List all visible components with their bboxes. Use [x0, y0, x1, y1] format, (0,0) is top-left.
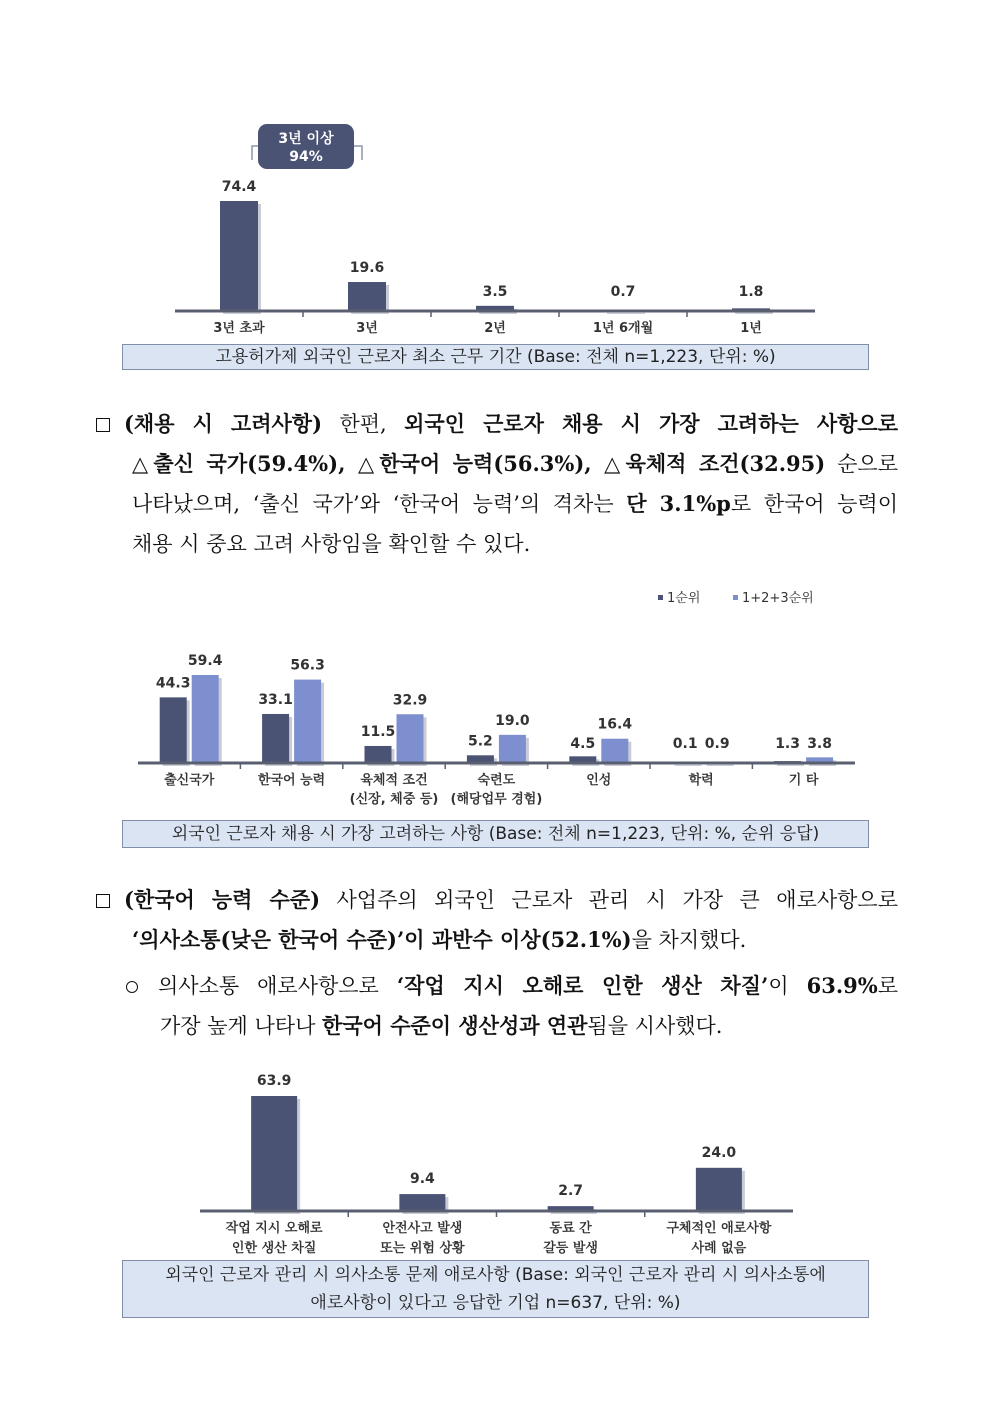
c3-bar: [399, 1194, 445, 1211]
c3-caption-line1: 외국인 근로자 관리 시 의사소통 문제 애로사항 (Base: 외국인 근로자 관리 시 의사소통에: [165, 1265, 826, 1285]
c1-value-label: 3.5: [482, 284, 508, 300]
c3-caption-line2: 애로사항이 있다고 응답한 기업 n=637, 단위: %): [310, 1293, 681, 1313]
c2-value-label-rank1: 5.2: [467, 733, 493, 750]
korean-level-paragraph: (한국어 능력 수준) 사업주의 외국인 근로자 관리 시 가장 큰 애로사항으로 ‘의사소통(낮은 한국어 수준)’이 과반수 이상(52.1%)을 차지했다.: [96, 880, 898, 960]
hiring-considerations-paragraph: (채용 시 고려사항) 한편, 외국인 근로자 채용 시 가장 고려하는 사항으로 △출신 국가(59.4%), △한국어 능력(56.3%), △육체적 조건(32.95) 순으로 나타났으며, ‘출신 국가’와 ‘한국어 능력’의 격차는 단 3.1%p로 한국어 능력이 채용 시 중요 고려 사항임을 확인할 수 있다.: [96, 404, 898, 564]
c2-bar-rank123: [192, 675, 219, 763]
c2-bar-rank123: [601, 739, 628, 763]
communication-issues-chart: [0, 1060, 992, 1260]
c1-category-label: 2년: [484, 321, 506, 336]
c3-category-label: 안전사고 발생: [382, 1221, 463, 1236]
c2-bar-rank123: [499, 735, 526, 763]
square-bullet-icon: [96, 418, 110, 432]
c2-bar-rank1: [262, 714, 289, 763]
c1-value-label: 0.7: [610, 284, 636, 300]
c1-value-label: 74.4: [221, 179, 257, 195]
c2-bar-rank123: [707, 765, 734, 766]
c3-caption: [122, 1260, 869, 1318]
c2-bar-rank123: [397, 714, 424, 763]
legend-swatch-rank123: [733, 595, 738, 600]
c1-annotation-line2: 94%: [289, 149, 323, 165]
communication-issue-paragraph: 의사소통 애로사항으로 ‘작업 지시 오해로 인한 생산 차질’이 63.9%로 가장 높게 나타나 한국어 수준이 생산성과 연관됨을 시사했다.: [126, 966, 898, 1046]
c1-caption: 고용허가제 외국인 근로자 최소 근무 기간 (Base: 전체 n=1,223, 단위: %): [122, 344, 869, 370]
c3-value-label: 24.0: [701, 1144, 737, 1161]
c2-category-label: 기 타: [788, 773, 819, 788]
c2-category-label: 출신국가: [164, 773, 215, 788]
c3-category-label: 갈등 발생: [543, 1241, 599, 1256]
c3-category-label: 동료 간: [549, 1221, 592, 1236]
c3-value-label: 9.4: [409, 1171, 435, 1188]
c3-bar: [696, 1168, 742, 1211]
c3-category-label: 또는 위험 상황: [380, 1241, 465, 1256]
c1-category-label: 3년: [356, 321, 378, 336]
c1-bar: [348, 282, 386, 311]
c2-value-label-rank1: 4.5: [570, 736, 596, 752]
c1-annotation-line1: 3년 이상: [278, 131, 334, 147]
c3-category-label: 구체적인 애로사항: [666, 1221, 772, 1236]
c1-annotation: [252, 124, 362, 169]
c2-category-label: 육체적 조건: [360, 773, 428, 788]
c2-value-label-rank123: 3.8: [807, 736, 833, 752]
c2-value-label-rank1: 0.1: [672, 736, 698, 752]
c2-value-label-rank123: 59.4: [187, 653, 223, 669]
c2-category-label: 인성: [586, 773, 612, 788]
c1-bar: [607, 313, 645, 314]
c2-value-label-rank123: 16.4: [597, 716, 633, 733]
c2-value-label-rank1: 33.1: [258, 691, 293, 708]
c3-value-label: 63.9: [256, 1073, 292, 1089]
c1-value-label: 19.6: [349, 260, 385, 277]
min-work-period-chart: [0, 110, 992, 345]
c2-value-label-rank1: 44.3: [155, 675, 191, 692]
circle-bullet-icon: [126, 981, 138, 993]
legend-swatch-rank1: [658, 595, 663, 600]
c3-value-label: 2.7: [558, 1183, 584, 1200]
c1-category-label: 3년 초과: [213, 321, 265, 336]
c2-caption: 외국인 근로자 채용 시 가장 고려하는 사항 (Base: 전체 n=1,223, 단위: %, 순위 응답): [122, 820, 869, 848]
c3-category-label: 작업 지시 오해로: [225, 1221, 323, 1236]
c2-bar-rank1: [160, 697, 187, 763]
square-bullet-icon: [96, 894, 110, 908]
c2-category-label: 숙련도: [477, 773, 516, 788]
c2-category-label: (신장, 체중 등): [349, 792, 439, 807]
c1-category-label: 1년 6개월: [592, 321, 654, 336]
hiring-considerations-chart: [0, 585, 992, 820]
c1-category-label: 1년: [740, 321, 762, 336]
c3-category-label: 사례 없음: [691, 1241, 747, 1256]
c2-value-label-rank1: 1.3: [775, 736, 801, 752]
c2-value-label-rank123: 32.9: [392, 692, 428, 709]
c2-category-label: 한국어 능력: [257, 773, 326, 788]
c2-bar-rank1: [365, 746, 392, 763]
c2-value-label-rank123: 56.3: [290, 657, 325, 674]
c2-category-label: 학력: [688, 773, 714, 788]
c2-value-label-rank1: 11.5: [360, 723, 396, 740]
c2-value-label-rank123: 0.9: [704, 736, 730, 752]
c2-category-label: (해당업무 경험): [450, 792, 543, 807]
c3-bar: [251, 1096, 297, 1211]
chart-legend: [658, 590, 814, 606]
c1-value-label: 1.8: [738, 284, 764, 300]
c3-category-label: 인한 생산 차질: [231, 1241, 317, 1256]
c2-bar-rank1: [675, 765, 702, 766]
legend-label-rank123: 1+2+3순위: [742, 591, 814, 606]
c2-value-label-rank123: 19.0: [495, 712, 530, 729]
c1-bar: [220, 201, 258, 311]
c2-bar-rank123: [294, 680, 321, 763]
legend-label-rank1: 1순위: [667, 591, 701, 606]
